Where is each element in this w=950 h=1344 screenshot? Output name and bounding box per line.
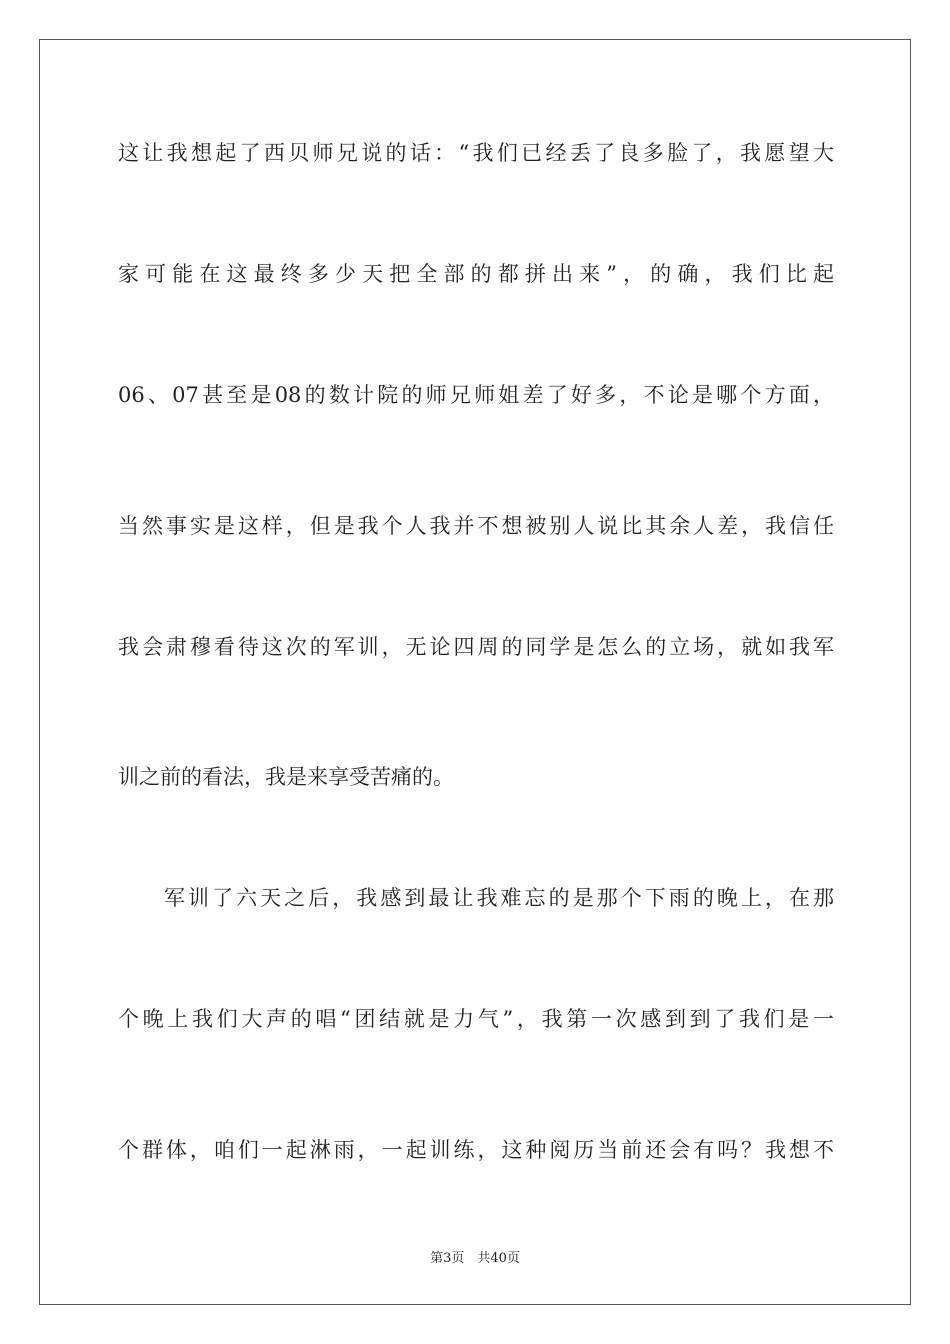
paragraph-line-6: 训之前的看法，我是来享受苦痛的。 [118, 765, 454, 789]
paragraph-line-4: 当然事实是这样，但是我个人我并不想被别人说比其余人差，我信任 [118, 514, 834, 538]
paragraph-line-5: 我会肃穆看待这次的军训，无论四周的同学是怎么的立场，就如我军 [118, 635, 834, 659]
page-border [39, 39, 911, 1305]
paragraph-line-7: 军训了六天之后，我感到最让我难忘的是那个下雨的晚上，在那 [164, 886, 834, 910]
paragraph-line-8: 个晚上我们大声的唱“团结就是力气”，我第一次感到到了我们是一 [118, 1007, 834, 1031]
paragraph-line-1: 这让我想起了西贝师兄说的话：“我们已经丢了良多脸了，我愿望大 [118, 141, 834, 165]
paragraph-line-3: 06、07甚至是08的数计院的师兄师姐差了好多，不论是哪个方面， [118, 383, 834, 407]
page-number-footer: 第3页 共40页 [430, 1251, 520, 1266]
paragraph-line-9: 个群体，咱们一起淋雨，一起训练，这种阅历当前还会有吗？我想不 [118, 1138, 834, 1162]
paragraph-line-2: 家可能在这最终多少天把全部的都拼出来”，的确，我们比起 [118, 262, 834, 286]
